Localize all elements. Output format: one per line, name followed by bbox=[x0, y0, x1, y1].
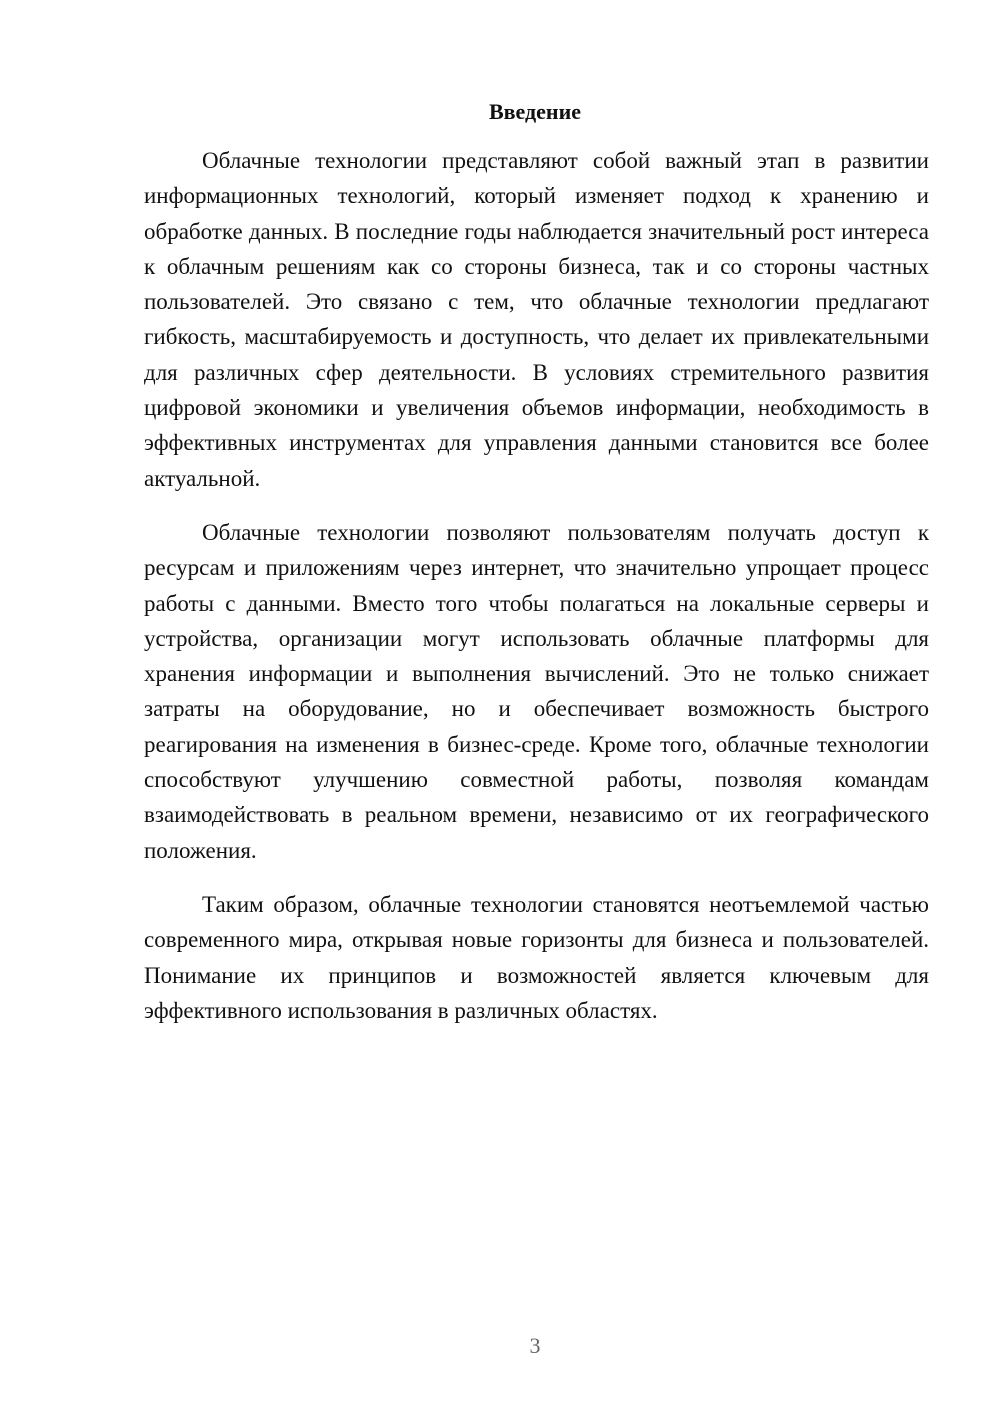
paragraph-1: Облачные технологии представляют собой важный этап в развитии информационных технологий, который изменяет подход к хранению и обработке данных. В последние годы наблюдается значительный рост интереса к облачным решениям как со стороны бизнеса, так и со стороны частных пользователей. Это связано с тем, что облачные технологии предлагают гибкость, масштабируемость и доступность, что делает их привлекательными для различных сфер деятельности. В условиях стремительного развития цифровой экономики и увеличения объемов информации, необходимость в эффективных инструментах для управления данными становится все более актуальной. bbox=[144, 148, 929, 491]
paragraph-2: Облачные технологии позволяют пользователям получать доступ к ресурсам и приложениям через интернет, что значительно упрощает процесс работы с данными. Вместо того чтобы полагаться на локальные серверы и устройства, организации могут использовать облачные платформы для хранения информации и выполнения вычислений. Это не только снижает затраты на оборудование, но и обеспечивает возможность быстрого реагирования на изменения в бизнес-среде. Кроме того, облачные технологии способствуют улучшению совместной работы, позволяя командам взаимодействовать в реальном времени, независимо от их географического положения. bbox=[144, 519, 929, 863]
body-text bbox=[144, 143, 929, 1047]
page-number: 3 bbox=[529, 1333, 541, 1358]
paragraph-3: Таким образом, облачные технологии становятся неотъемлемой частью современного мира, открывая новые горизонты для бизнеса и пользователей. Понимание их принципов и возможностей является ключевым для эффективного использования в различных областях. bbox=[144, 891, 929, 1023]
section-title: Введение bbox=[488, 99, 582, 124]
